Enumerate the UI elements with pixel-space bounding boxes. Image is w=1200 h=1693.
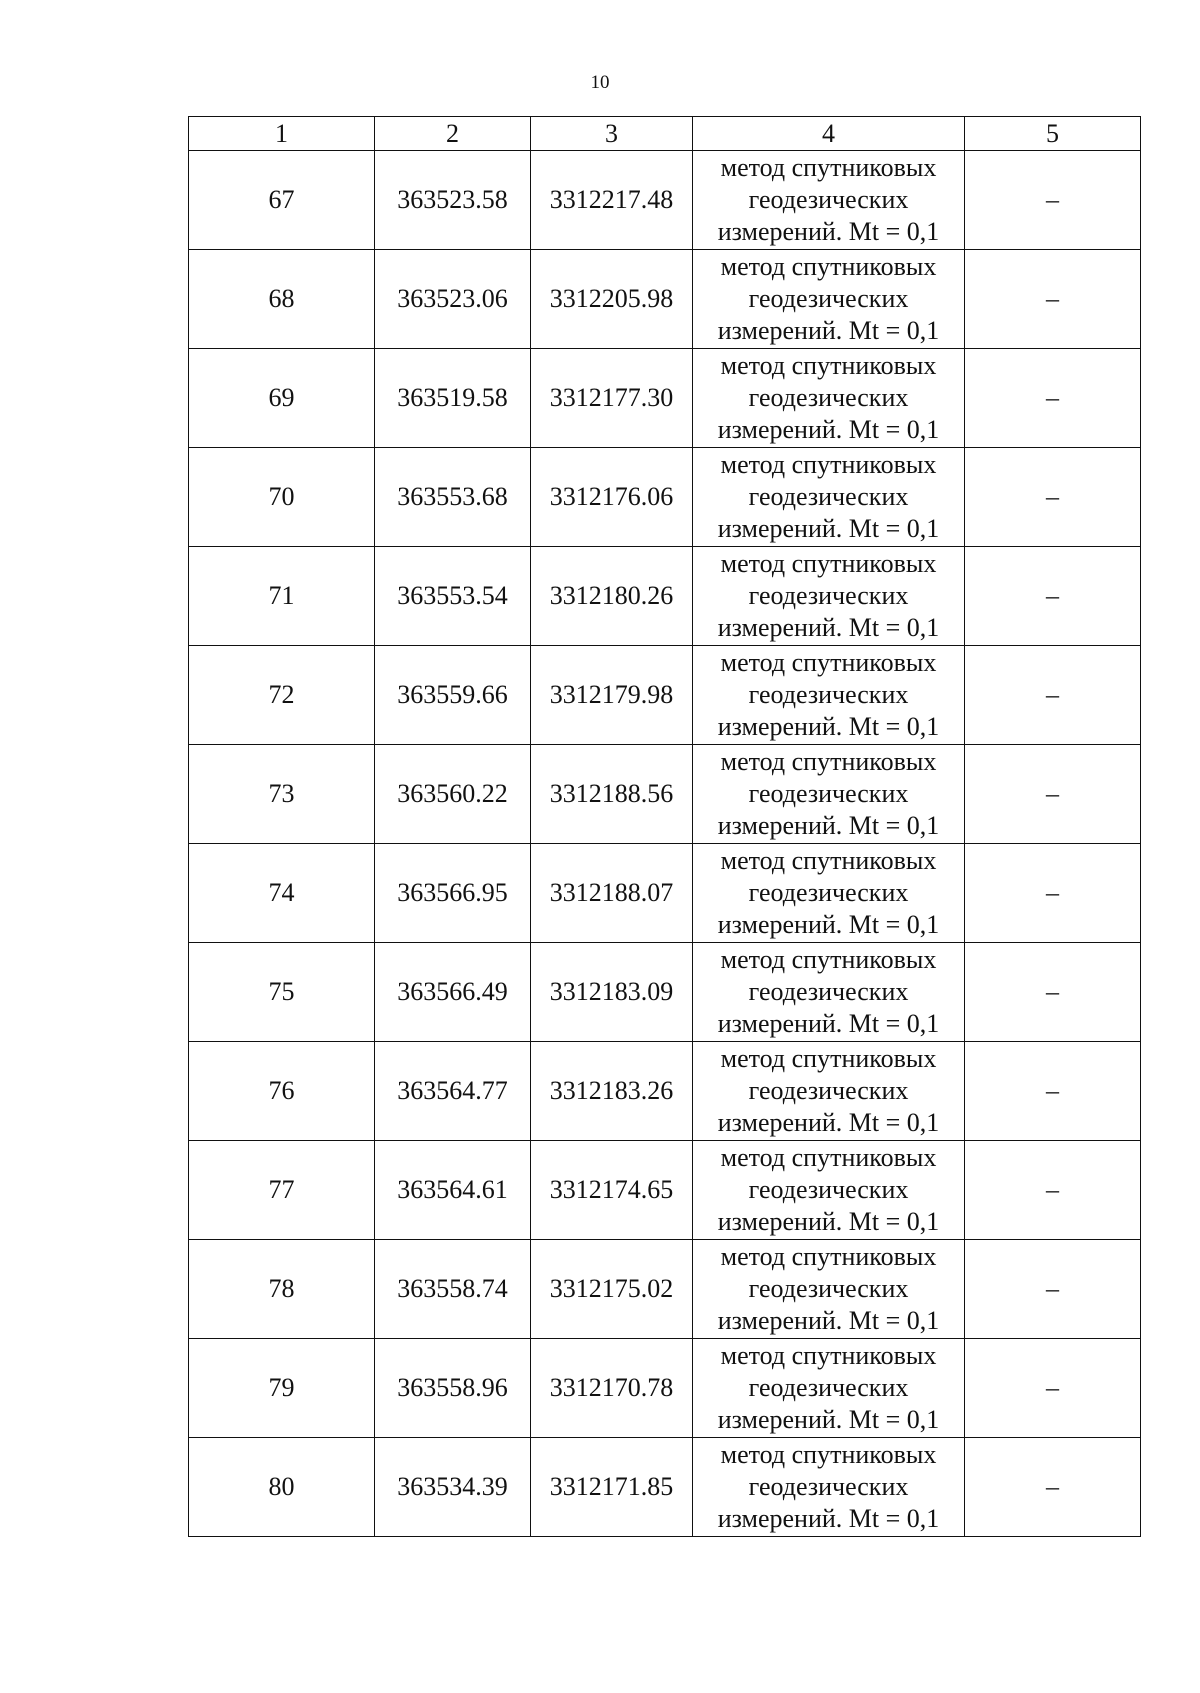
method-text-line: измерений. Mt = 0,1 <box>717 1306 940 1335</box>
point-number-cell: 71 <box>189 547 375 646</box>
description-cell: – <box>965 250 1141 349</box>
method-text-line: геодезических <box>748 1175 909 1204</box>
method-text-line: измерений. Mt = 0,1 <box>717 1207 940 1236</box>
y-coordinate-cell: 3312176.06 <box>531 448 693 547</box>
x-coordinate-cell: 363534.39 <box>375 1438 531 1537</box>
method-text-line: метод спутниковых <box>720 351 937 380</box>
method-text-line: геодезических <box>748 383 909 412</box>
method-text-line: метод спутниковых <box>720 1341 937 1370</box>
x-coordinate-cell: 363553.68 <box>375 448 531 547</box>
method-cell <box>693 844 965 943</box>
point-number-cell: 68 <box>189 250 375 349</box>
method-cell <box>693 547 965 646</box>
y-coordinate-cell: 3312180.26 <box>531 547 693 646</box>
method-cell <box>693 1141 965 1240</box>
table-row <box>189 349 1141 448</box>
y-coordinate-cell: 3312170.78 <box>531 1339 693 1438</box>
method-text-line: геодезических <box>748 680 909 709</box>
method-cell <box>693 151 965 250</box>
table-body <box>189 151 1141 1537</box>
description-cell: – <box>965 151 1141 250</box>
y-coordinate-cell: 3312174.65 <box>531 1141 693 1240</box>
method-text-line: измерений. Mt = 0,1 <box>717 1405 940 1434</box>
method-text-line: геодезических <box>748 284 909 313</box>
method-cell <box>693 1240 965 1339</box>
x-coordinate-cell: 363558.96 <box>375 1339 531 1438</box>
table-row <box>189 646 1141 745</box>
method-cell <box>693 646 965 745</box>
y-coordinate-cell: 3312188.56 <box>531 745 693 844</box>
method-text-line: метод спутниковых <box>720 153 937 182</box>
description-cell: – <box>965 1042 1141 1141</box>
point-number-cell: 69 <box>189 349 375 448</box>
method-text-line: измерений. Mt = 0,1 <box>717 712 940 741</box>
column-header-2: 2 <box>375 117 531 151</box>
x-coordinate-cell: 363564.77 <box>375 1042 531 1141</box>
y-coordinate-cell: 3312188.07 <box>531 844 693 943</box>
method-text-line: метод спутниковых <box>720 945 937 974</box>
y-coordinate-cell: 3312179.98 <box>531 646 693 745</box>
table-row <box>189 745 1141 844</box>
method-text-line: геодезических <box>748 581 909 610</box>
method-text-line: геодезических <box>748 977 909 1006</box>
table-row <box>189 1240 1141 1339</box>
method-cell <box>693 1042 965 1141</box>
method-text-line: геодезических <box>748 1472 909 1501</box>
description-cell: – <box>965 1240 1141 1339</box>
method-text-line: геодезических <box>748 1076 909 1105</box>
method-cell <box>693 250 965 349</box>
x-coordinate-cell: 363566.49 <box>375 943 531 1042</box>
method-text-line: измерений. Mt = 0,1 <box>717 613 940 642</box>
description-cell: – <box>965 943 1141 1042</box>
x-coordinate-cell: 363519.58 <box>375 349 531 448</box>
table-row <box>189 250 1141 349</box>
table-row <box>189 1042 1141 1141</box>
x-coordinate-cell: 363564.61 <box>375 1141 531 1240</box>
point-number-cell: 75 <box>189 943 375 1042</box>
method-cell <box>693 1438 965 1537</box>
x-coordinate-cell: 363559.66 <box>375 646 531 745</box>
point-number-cell: 72 <box>189 646 375 745</box>
method-text-line: геодезических <box>748 1373 909 1402</box>
column-header-5: 5 <box>965 117 1141 151</box>
table-row <box>189 1141 1141 1240</box>
method-text-line: метод спутниковых <box>720 1242 937 1271</box>
method-text-line: метод спутниковых <box>720 648 937 677</box>
method-cell <box>693 745 965 844</box>
description-cell: – <box>965 745 1141 844</box>
y-coordinate-cell: 3312175.02 <box>531 1240 693 1339</box>
method-text-line: геодезических <box>748 185 909 214</box>
column-header-4: 4 <box>693 117 965 151</box>
method-text-line: метод спутниковых <box>720 450 937 479</box>
point-number-cell: 80 <box>189 1438 375 1537</box>
method-text-line: геодезических <box>748 779 909 808</box>
method-text-line: метод спутниковых <box>720 1143 937 1172</box>
method-cell <box>693 1339 965 1438</box>
table-row <box>189 1339 1141 1438</box>
description-cell: – <box>965 547 1141 646</box>
method-text-line: измерений. Mt = 0,1 <box>717 316 940 345</box>
method-text-line: метод спутниковых <box>720 549 937 578</box>
description-cell: – <box>965 1438 1141 1537</box>
y-coordinate-cell: 3312183.26 <box>531 1042 693 1141</box>
point-number-cell: 74 <box>189 844 375 943</box>
table-row <box>189 1438 1141 1537</box>
y-coordinate-cell: 3312205.98 <box>531 250 693 349</box>
table-row <box>189 844 1141 943</box>
x-coordinate-cell: 363566.95 <box>375 844 531 943</box>
method-text-line: измерений. Mt = 0,1 <box>717 910 940 939</box>
method-cell <box>693 448 965 547</box>
x-coordinate-cell: 363560.22 <box>375 745 531 844</box>
point-number-cell: 67 <box>189 151 375 250</box>
table-row <box>189 448 1141 547</box>
point-number-cell: 78 <box>189 1240 375 1339</box>
coordinates-table <box>188 116 1141 1537</box>
y-coordinate-cell: 3312183.09 <box>531 943 693 1042</box>
y-coordinate-cell: 3312177.30 <box>531 349 693 448</box>
point-number-cell: 73 <box>189 745 375 844</box>
table-row <box>189 547 1141 646</box>
description-cell: – <box>965 349 1141 448</box>
x-coordinate-cell: 363523.58 <box>375 151 531 250</box>
method-text-line: метод спутниковых <box>720 1044 937 1073</box>
method-text-line: геодезических <box>748 482 909 511</box>
x-coordinate-cell: 363553.54 <box>375 547 531 646</box>
y-coordinate-cell: 3312171.85 <box>531 1438 693 1537</box>
method-text-line: метод спутниковых <box>720 747 937 776</box>
method-text-line: метод спутниковых <box>720 1440 937 1469</box>
method-cell <box>693 349 965 448</box>
x-coordinate-cell: 363558.74 <box>375 1240 531 1339</box>
point-number-cell: 79 <box>189 1339 375 1438</box>
column-header-3: 3 <box>531 117 693 151</box>
method-text-line: метод спутниковых <box>720 252 937 281</box>
method-text-line: измерений. Mt = 0,1 <box>717 217 940 246</box>
method-text-line: измерений. Mt = 0,1 <box>717 1504 940 1533</box>
method-text-line: метод спутниковых <box>720 846 937 875</box>
table-row <box>189 151 1141 250</box>
description-cell: – <box>965 448 1141 547</box>
table-row <box>189 943 1141 1042</box>
description-cell: – <box>965 1141 1141 1240</box>
point-number-cell: 70 <box>189 448 375 547</box>
point-number-cell: 76 <box>189 1042 375 1141</box>
method-cell <box>693 943 965 1042</box>
method-text-line: геодезических <box>748 1274 909 1303</box>
method-text-line: измерений. Mt = 0,1 <box>717 514 940 543</box>
point-number-cell: 77 <box>189 1141 375 1240</box>
column-header-1: 1 <box>189 117 375 151</box>
method-text-line: геодезических <box>748 878 909 907</box>
method-text-line: измерений. Mt = 0,1 <box>717 1108 940 1137</box>
description-cell: – <box>965 844 1141 943</box>
y-coordinate-cell: 3312217.48 <box>531 151 693 250</box>
description-cell: – <box>965 646 1141 745</box>
method-text-line: измерений. Mt = 0,1 <box>717 415 940 444</box>
method-text-line: измерений. Mt = 0,1 <box>717 1009 940 1038</box>
x-coordinate-cell: 363523.06 <box>375 250 531 349</box>
method-text-line: измерений. Mt = 0,1 <box>717 811 940 840</box>
table-header-row <box>189 117 1141 151</box>
description-cell: – <box>965 1339 1141 1438</box>
page-number: 10 <box>590 72 610 93</box>
